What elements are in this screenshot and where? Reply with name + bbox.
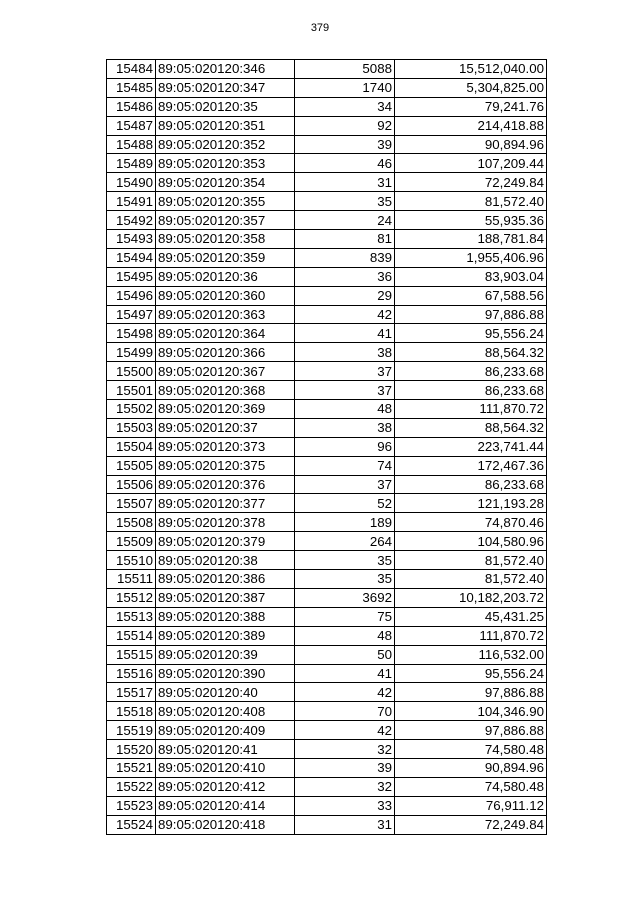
quantity-cell: 75 [295, 607, 395, 626]
quantity-cell: 39 [295, 758, 395, 777]
amount-cell: 95,556.24 [395, 324, 547, 343]
amount-cell: 88,564.32 [395, 418, 547, 437]
table-row [107, 343, 547, 362]
table-body [107, 60, 547, 835]
amount-cell: 111,870.72 [395, 626, 547, 645]
table-row [107, 758, 547, 777]
cadastral-number-cell: 89:05:020120:346 [156, 60, 295, 79]
amount-cell: 83,903.04 [395, 267, 547, 286]
table-row [107, 570, 547, 589]
table-row [107, 551, 547, 570]
quantity-cell: 31 [295, 815, 395, 834]
row-id-cell: 15494 [107, 248, 156, 267]
row-id-cell: 15486 [107, 97, 156, 116]
table-row [107, 513, 547, 532]
amount-cell: 81,572.40 [395, 551, 547, 570]
amount-cell: 88,564.32 [395, 343, 547, 362]
row-id-cell: 15514 [107, 626, 156, 645]
quantity-cell: 33 [295, 796, 395, 815]
table-row [107, 607, 547, 626]
cadastral-number-cell: 89:05:020120:360 [156, 286, 295, 305]
cadastral-number-cell: 89:05:020120:36 [156, 267, 295, 286]
cadastral-number-cell: 89:05:020120:40 [156, 683, 295, 702]
cadastral-number-cell: 89:05:020120:363 [156, 305, 295, 324]
amount-cell: 90,894.96 [395, 135, 547, 154]
quantity-cell: 37 [295, 381, 395, 400]
row-id-cell: 15510 [107, 551, 156, 570]
row-id-cell: 15500 [107, 362, 156, 381]
cadastral-number-cell: 89:05:020120:378 [156, 513, 295, 532]
cadastral-number-cell: 89:05:020120:357 [156, 211, 295, 230]
amount-cell: 95,556.24 [395, 664, 547, 683]
amount-cell: 90,894.96 [395, 758, 547, 777]
quantity-cell: 46 [295, 154, 395, 173]
amount-cell: 172,467.36 [395, 456, 547, 475]
quantity-cell: 36 [295, 267, 395, 286]
cadastral-number-cell: 89:05:020120:38 [156, 551, 295, 570]
amount-cell: 188,781.84 [395, 230, 547, 249]
amount-cell: 116,532.00 [395, 645, 547, 664]
table-row [107, 418, 547, 437]
row-id-cell: 15502 [107, 400, 156, 419]
table-row [107, 815, 547, 834]
row-id-cell: 15493 [107, 230, 156, 249]
table-row [107, 192, 547, 211]
row-id-cell: 15523 [107, 796, 156, 815]
table-row [107, 97, 547, 116]
table-row [107, 230, 547, 249]
quantity-cell: 37 [295, 475, 395, 494]
row-id-cell: 15508 [107, 513, 156, 532]
table-row [107, 456, 547, 475]
cadastral-number-cell: 89:05:020120:367 [156, 362, 295, 381]
cadastral-number-cell: 89:05:020120:379 [156, 532, 295, 551]
row-id-cell: 15489 [107, 154, 156, 173]
quantity-cell: 50 [295, 645, 395, 664]
quantity-cell: 38 [295, 343, 395, 362]
amount-cell: 86,233.68 [395, 475, 547, 494]
table-row [107, 362, 547, 381]
table-row [107, 248, 547, 267]
row-id-cell: 15522 [107, 777, 156, 796]
table-row [107, 532, 547, 551]
table-row [107, 305, 547, 324]
quantity-cell: 48 [295, 626, 395, 645]
amount-cell: 107,209.44 [395, 154, 547, 173]
quantity-cell: 96 [295, 437, 395, 456]
cadastral-number-cell: 89:05:020120:352 [156, 135, 295, 154]
row-id-cell: 15491 [107, 192, 156, 211]
cadastral-number-cell: 89:05:020120:376 [156, 475, 295, 494]
table-row [107, 588, 547, 607]
amount-cell: 104,580.96 [395, 532, 547, 551]
row-id-cell: 15495 [107, 267, 156, 286]
page-number: 379 [310, 22, 330, 34]
row-id-cell: 15498 [107, 324, 156, 343]
amount-cell: 72,249.84 [395, 173, 547, 192]
row-id-cell: 15488 [107, 135, 156, 154]
amount-cell: 97,886.88 [395, 683, 547, 702]
cadastral-number-cell: 89:05:020120:410 [156, 758, 295, 777]
quantity-cell: 41 [295, 664, 395, 683]
table-row [107, 286, 547, 305]
quantity-cell: 42 [295, 683, 395, 702]
amount-cell: 104,346.90 [395, 702, 547, 721]
amount-cell: 67,588.56 [395, 286, 547, 305]
table-row [107, 626, 547, 645]
table-row [107, 60, 547, 79]
table-row [107, 645, 547, 664]
row-id-cell: 15519 [107, 721, 156, 740]
table-row [107, 702, 547, 721]
cadastral-number-cell: 89:05:020120:358 [156, 230, 295, 249]
cadastral-number-cell: 89:05:020120:364 [156, 324, 295, 343]
cadastral-number-cell: 89:05:020120:366 [156, 343, 295, 362]
row-id-cell: 15501 [107, 381, 156, 400]
cadastral-number-cell: 89:05:020120:355 [156, 192, 295, 211]
table-row [107, 267, 547, 286]
cadastral-number-cell: 89:05:020120:375 [156, 456, 295, 475]
row-id-cell: 15485 [107, 78, 156, 97]
amount-cell: 111,870.72 [395, 400, 547, 419]
row-id-cell: 15506 [107, 475, 156, 494]
cadastral-number-cell: 89:05:020120:35 [156, 97, 295, 116]
quantity-cell: 24 [295, 211, 395, 230]
row-id-cell: 15499 [107, 343, 156, 362]
cadastral-number-cell: 89:05:020120:369 [156, 400, 295, 419]
row-id-cell: 15490 [107, 173, 156, 192]
table-row [107, 777, 547, 796]
amount-cell: 79,241.76 [395, 97, 547, 116]
quantity-cell: 839 [295, 248, 395, 267]
row-id-cell: 15517 [107, 683, 156, 702]
row-id-cell: 15513 [107, 607, 156, 626]
row-id-cell: 15496 [107, 286, 156, 305]
cadastral-number-cell: 89:05:020120:389 [156, 626, 295, 645]
row-id-cell: 15509 [107, 532, 156, 551]
row-id-cell: 15507 [107, 494, 156, 513]
row-id-cell: 15524 [107, 815, 156, 834]
cadastral-number-cell: 89:05:020120:386 [156, 570, 295, 589]
quantity-cell: 34 [295, 97, 395, 116]
quantity-cell: 74 [295, 456, 395, 475]
table-row [107, 135, 547, 154]
quantity-cell: 32 [295, 740, 395, 759]
row-id-cell: 15505 [107, 456, 156, 475]
row-id-cell: 15497 [107, 305, 156, 324]
amount-cell: 1,955,406.96 [395, 248, 547, 267]
quantity-cell: 29 [295, 286, 395, 305]
amount-cell: 74,580.48 [395, 740, 547, 759]
cadastral-number-cell: 89:05:020120:351 [156, 116, 295, 135]
row-id-cell: 15504 [107, 437, 156, 456]
table-row [107, 211, 547, 230]
quantity-cell: 70 [295, 702, 395, 721]
quantity-cell: 264 [295, 532, 395, 551]
cadastral-number-cell: 89:05:020120:39 [156, 645, 295, 664]
table-row [107, 78, 547, 97]
row-id-cell: 15512 [107, 588, 156, 607]
cadastral-number-cell: 89:05:020120:408 [156, 702, 295, 721]
quantity-cell: 38 [295, 418, 395, 437]
cadastral-number-cell: 89:05:020120:388 [156, 607, 295, 626]
quantity-cell: 48 [295, 400, 395, 419]
table-row [107, 683, 547, 702]
row-id-cell: 15484 [107, 60, 156, 79]
row-id-cell: 15492 [107, 211, 156, 230]
quantity-cell: 5088 [295, 60, 395, 79]
amount-cell: 10,182,203.72 [395, 588, 547, 607]
row-id-cell: 15520 [107, 740, 156, 759]
table-row [107, 437, 547, 456]
quantity-cell: 81 [295, 230, 395, 249]
cadastral-number-cell: 89:05:020120:347 [156, 78, 295, 97]
row-id-cell: 15503 [107, 418, 156, 437]
cadastral-number-cell: 89:05:020120:377 [156, 494, 295, 513]
quantity-cell: 35 [295, 551, 395, 570]
amount-cell: 97,886.88 [395, 305, 547, 324]
table-row [107, 494, 547, 513]
amount-cell: 223,741.44 [395, 437, 547, 456]
quantity-cell: 42 [295, 721, 395, 740]
cadastral-number-cell: 89:05:020120:409 [156, 721, 295, 740]
quantity-cell: 41 [295, 324, 395, 343]
quantity-cell: 35 [295, 192, 395, 211]
amount-cell: 81,572.40 [395, 192, 547, 211]
amount-cell: 214,418.88 [395, 116, 547, 135]
amount-cell: 45,431.25 [395, 607, 547, 626]
row-id-cell: 15516 [107, 664, 156, 683]
row-id-cell: 15518 [107, 702, 156, 721]
cadastral-number-cell: 89:05:020120:41 [156, 740, 295, 759]
cadastral-number-cell: 89:05:020120:368 [156, 381, 295, 400]
table-row [107, 116, 547, 135]
quantity-cell: 3692 [295, 588, 395, 607]
table-row [107, 740, 547, 759]
amount-cell: 121,193.28 [395, 494, 547, 513]
table-row [107, 721, 547, 740]
cadastral-number-cell: 89:05:020120:353 [156, 154, 295, 173]
amount-cell: 55,935.36 [395, 211, 547, 230]
quantity-cell: 32 [295, 777, 395, 796]
table-row [107, 400, 547, 419]
cadastral-number-cell: 89:05:020120:414 [156, 796, 295, 815]
cadastral-number-cell: 89:05:020120:390 [156, 664, 295, 683]
quantity-cell: 92 [295, 116, 395, 135]
table-row [107, 173, 547, 192]
cadastral-number-cell: 89:05:020120:387 [156, 588, 295, 607]
row-id-cell: 15511 [107, 570, 156, 589]
quantity-cell: 189 [295, 513, 395, 532]
amount-cell: 81,572.40 [395, 570, 547, 589]
quantity-cell: 39 [295, 135, 395, 154]
quantity-cell: 1740 [295, 78, 395, 97]
table-row [107, 796, 547, 815]
table-row [107, 381, 547, 400]
cadastral-number-cell: 89:05:020120:359 [156, 248, 295, 267]
quantity-cell: 35 [295, 570, 395, 589]
quantity-cell: 31 [295, 173, 395, 192]
quantity-cell: 37 [295, 362, 395, 381]
row-id-cell: 15515 [107, 645, 156, 664]
table-row [107, 154, 547, 173]
row-id-cell: 15487 [107, 116, 156, 135]
amount-cell: 97,886.88 [395, 721, 547, 740]
amount-cell: 86,233.68 [395, 381, 547, 400]
cadastral-number-cell: 89:05:020120:37 [156, 418, 295, 437]
cadastral-number-cell: 89:05:020120:418 [156, 815, 295, 834]
table-row [107, 324, 547, 343]
amount-cell: 74,580.48 [395, 777, 547, 796]
amount-cell: 5,304,825.00 [395, 78, 547, 97]
amount-cell: 15,512,040.00 [395, 60, 547, 79]
cadastral-number-cell: 89:05:020120:354 [156, 173, 295, 192]
cadastral-number-cell: 89:05:020120:373 [156, 437, 295, 456]
cadastral-number-cell: 89:05:020120:412 [156, 777, 295, 796]
data-table [106, 59, 547, 835]
amount-cell: 74,870.46 [395, 513, 547, 532]
table-row [107, 664, 547, 683]
quantity-cell: 42 [295, 305, 395, 324]
amount-cell: 76,911.12 [395, 796, 547, 815]
row-id-cell: 15521 [107, 758, 156, 777]
quantity-cell: 52 [295, 494, 395, 513]
table-row [107, 475, 547, 494]
amount-cell: 72,249.84 [395, 815, 547, 834]
amount-cell: 86,233.68 [395, 362, 547, 381]
